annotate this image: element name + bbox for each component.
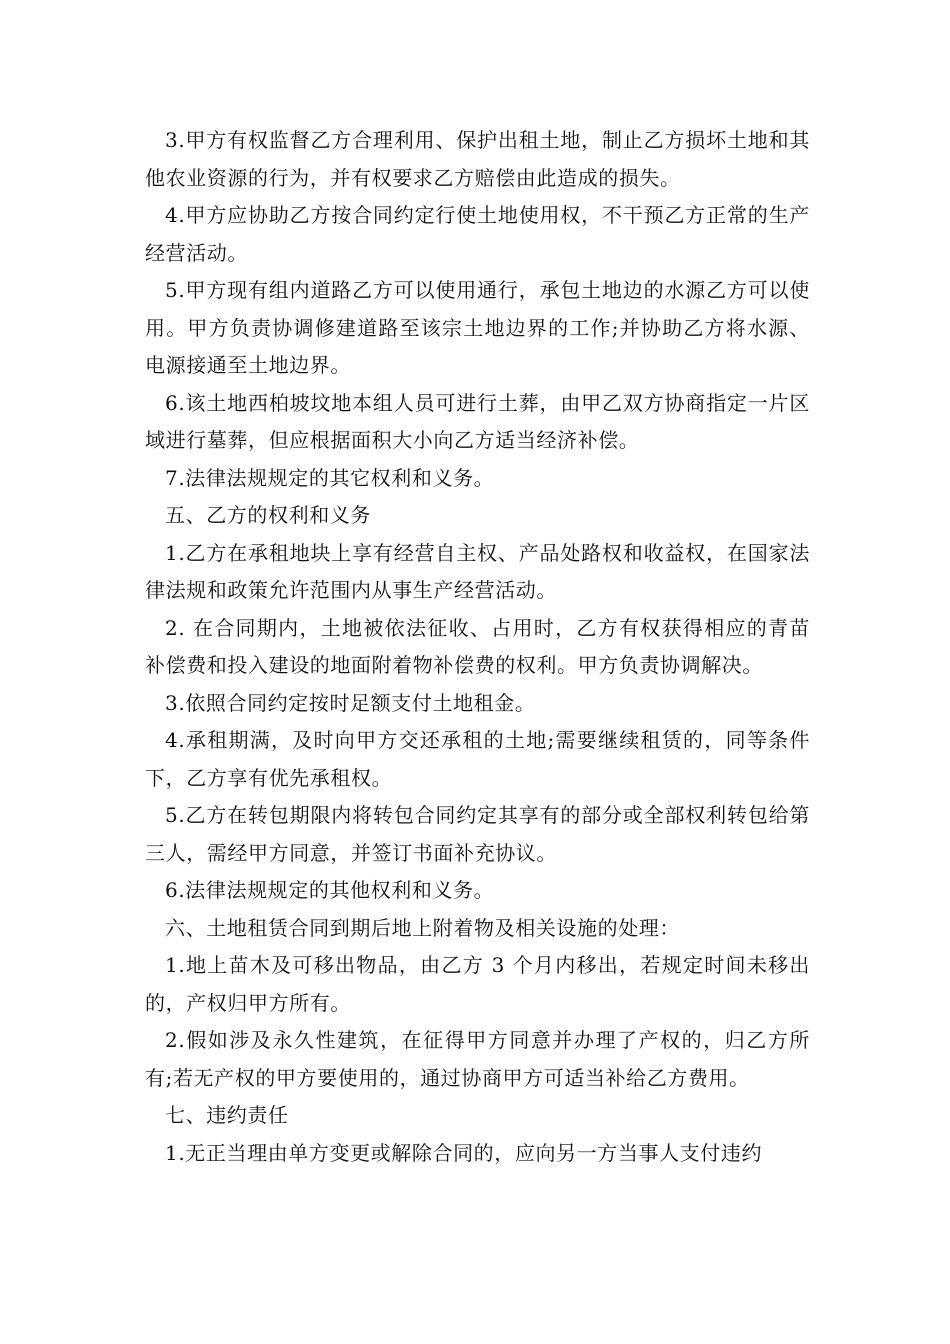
clause-party-b-1: 1.乙方在承租地块上享有经营自主权、产品处路权和收益权，在国家法律法规和政策允许范围内从事生产经营活动。 [145, 540, 810, 602]
section-heading-6: 六、土地租赁合同到期后地上附着物及相关设施的处理： [165, 915, 680, 940]
clause-party-a-4: 4.甲方应协助乙方按合同约定行使土地使用权，不干预乙方正常的生产经营活动。 [145, 203, 810, 265]
clause-party-b-3: 3.依照合同约定按时足额支付土地租金。 [165, 690, 536, 715]
clause-party-b-4: 4.承租期满，及时向甲方交还承租的土地;需要继续租赁的，同等条件下，乙方享有优先承租权。 [145, 728, 810, 790]
clause-party-a-5: 5.甲方现有组内道路乙方可以使用通行，承包土地边的水源乙方可以使用。甲方负责协调修建道路至该宗土地边界的工作;并协助乙方将水源、电源接通至土地边界。 [145, 278, 810, 377]
clause-party-a-6: 6.该土地西柏坡坟地本组人员可进行土葬，由甲乙双方协商指定一片区域进行墓葬，但应根据面积大小向乙方适当经济补偿。 [145, 390, 810, 452]
clause-party-a-7: 7.法律法规规定的其它权利和义务。 [165, 465, 495, 490]
document-body [145, 122, 810, 1172]
clause-party-b-2: 2. 在合同期内，土地被依法征收、占用时，乙方有权获得相应的青苗补偿费和投入建设的地面附着物补偿费的权利。甲方负责协调解决。 [145, 615, 810, 677]
clause-party-a-3: 3.甲方有权监督乙方合理利用、保护出租土地，制止乙方损坏土地和其他农业资源的行为，并有权要求乙方赔偿由此造成的损失。 [145, 128, 810, 190]
clause-party-b-5: 5.乙方在转包期限内将转包合同约定其享有的部分或全部权利转包给第三人，需经甲方同意，并签订书面补充协议。 [145, 803, 810, 865]
clause-expiry-2: 2.假如涉及永久性建筑，在征得甲方同意并办理了产权的，归乙方所有;若无产权的甲方要使用的，通过协商甲方可适当补给乙方费用。 [145, 1028, 810, 1090]
clause-breach-1: 1.无正当理由单方变更或解除合同的，应向另一方当事人支付违约 [165, 1140, 763, 1165]
clause-party-b-6: 6.法律法规规定的其他权利和义务。 [165, 878, 495, 902]
section-heading-7: 七、违约责任 [165, 1103, 289, 1127]
clause-expiry-1: 1.地上苗木及可移出物品，由乙方 3 个月内移出，若规定时间未移出的，产权归甲方所有。 [145, 953, 810, 1015]
section-heading-5: 五、乙方的权利和义务 [165, 503, 371, 527]
